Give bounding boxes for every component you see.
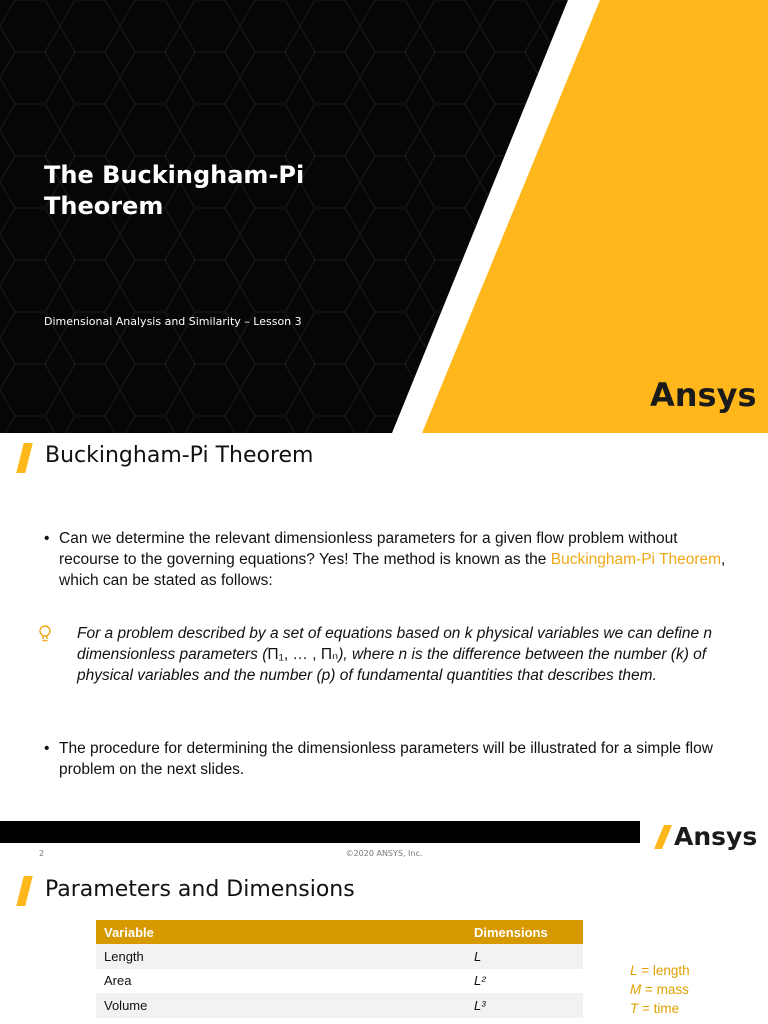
table-cell-dimensions: L [466,944,583,969]
slide-title [44,160,364,222]
slide-footer-band [0,821,768,871]
table-row [96,969,583,994]
highlighted-term: Buckingham-Pi Theorem [550,551,722,568]
title-accent-bar [16,876,32,906]
legend-item [630,980,690,999]
table-cell-dimensions: L³ [466,993,583,1018]
bullet-item [44,528,734,591]
ansys-logo-text: Ansys [650,376,757,414]
title-slide [0,0,768,433]
slide-heading: Buckingham-Pi Theorem [45,443,314,468]
theorem-statement [38,623,738,686]
slide-heading: Parameters and Dimensions [45,877,355,902]
lightbulb-icon [38,625,52,643]
bullet-text-part: , which can be stated as follows: [59,551,726,589]
theorem-text [77,623,738,686]
bullet-marker: • [44,740,50,757]
bullet-marker: • [44,530,50,547]
theorem-text-part: ), where n is the difference between the number (k) of physical variables and the number (p) of fundamental quantities that describes them. [77,646,707,684]
legend-item [630,961,690,980]
page-number: 2 [39,849,45,858]
dimension-legend [630,961,690,1018]
ansys-footer-logo [654,822,757,851]
copyright-notice: ©2020 ANSYS, Inc. [345,849,423,858]
legend-symbol: T [630,1001,639,1016]
legend-symbol: M [630,982,642,997]
content-slide-theorem [0,433,768,871]
theorem-text-part: For a problem described by a set of equations based on k physical variables we can define n dimensionless parameters ( [77,625,713,663]
bullet-item [44,738,734,780]
table-row [96,944,583,969]
ansys-logo [626,376,757,414]
table-header-row [96,920,583,944]
title-accent-bar [16,443,32,473]
slide-title-line-2: Theorem [44,192,164,220]
slide-title-line-1: The Buckingham-Pi [44,161,305,189]
table-row [96,993,583,1018]
table-header-cell: Dimensions [466,920,583,944]
theorem-math: Π₁, … , Πₙ [267,646,339,663]
table-cell-dimensions: L² [466,969,583,994]
ansys-slash-icon [654,825,672,849]
bullet-text [59,528,734,591]
table-cell-variable: Length [96,944,466,969]
bullet-text: The procedure for determining the dimensionless parameters will be illustrated for a simple flow problem on the next slides. [59,740,713,778]
bullet-text-part: Can we determine the relevant dimensionless parameters for a given flow problem without recourse to the governing equations? Yes! The method is known as the [59,530,678,568]
legend-item [630,999,690,1018]
legend-symbol: L [630,963,638,978]
content-slide-parameters [0,871,768,1024]
slide-subtitle: Dimensional Analysis and Similarity – Lesson 3 [44,315,302,328]
table-cell-variable: Area [96,969,466,994]
legend-meaning: = time [638,1001,680,1016]
legend-meaning: = mass [641,982,689,997]
parameters-table [96,920,583,1018]
table-cell-variable: Volume [96,993,466,1018]
legend-meaning: = length [637,963,690,978]
ansys-slash-icon [626,379,648,411]
table-header-cell: Variable [96,920,466,944]
ansys-logo-text: Ansys [674,822,758,851]
